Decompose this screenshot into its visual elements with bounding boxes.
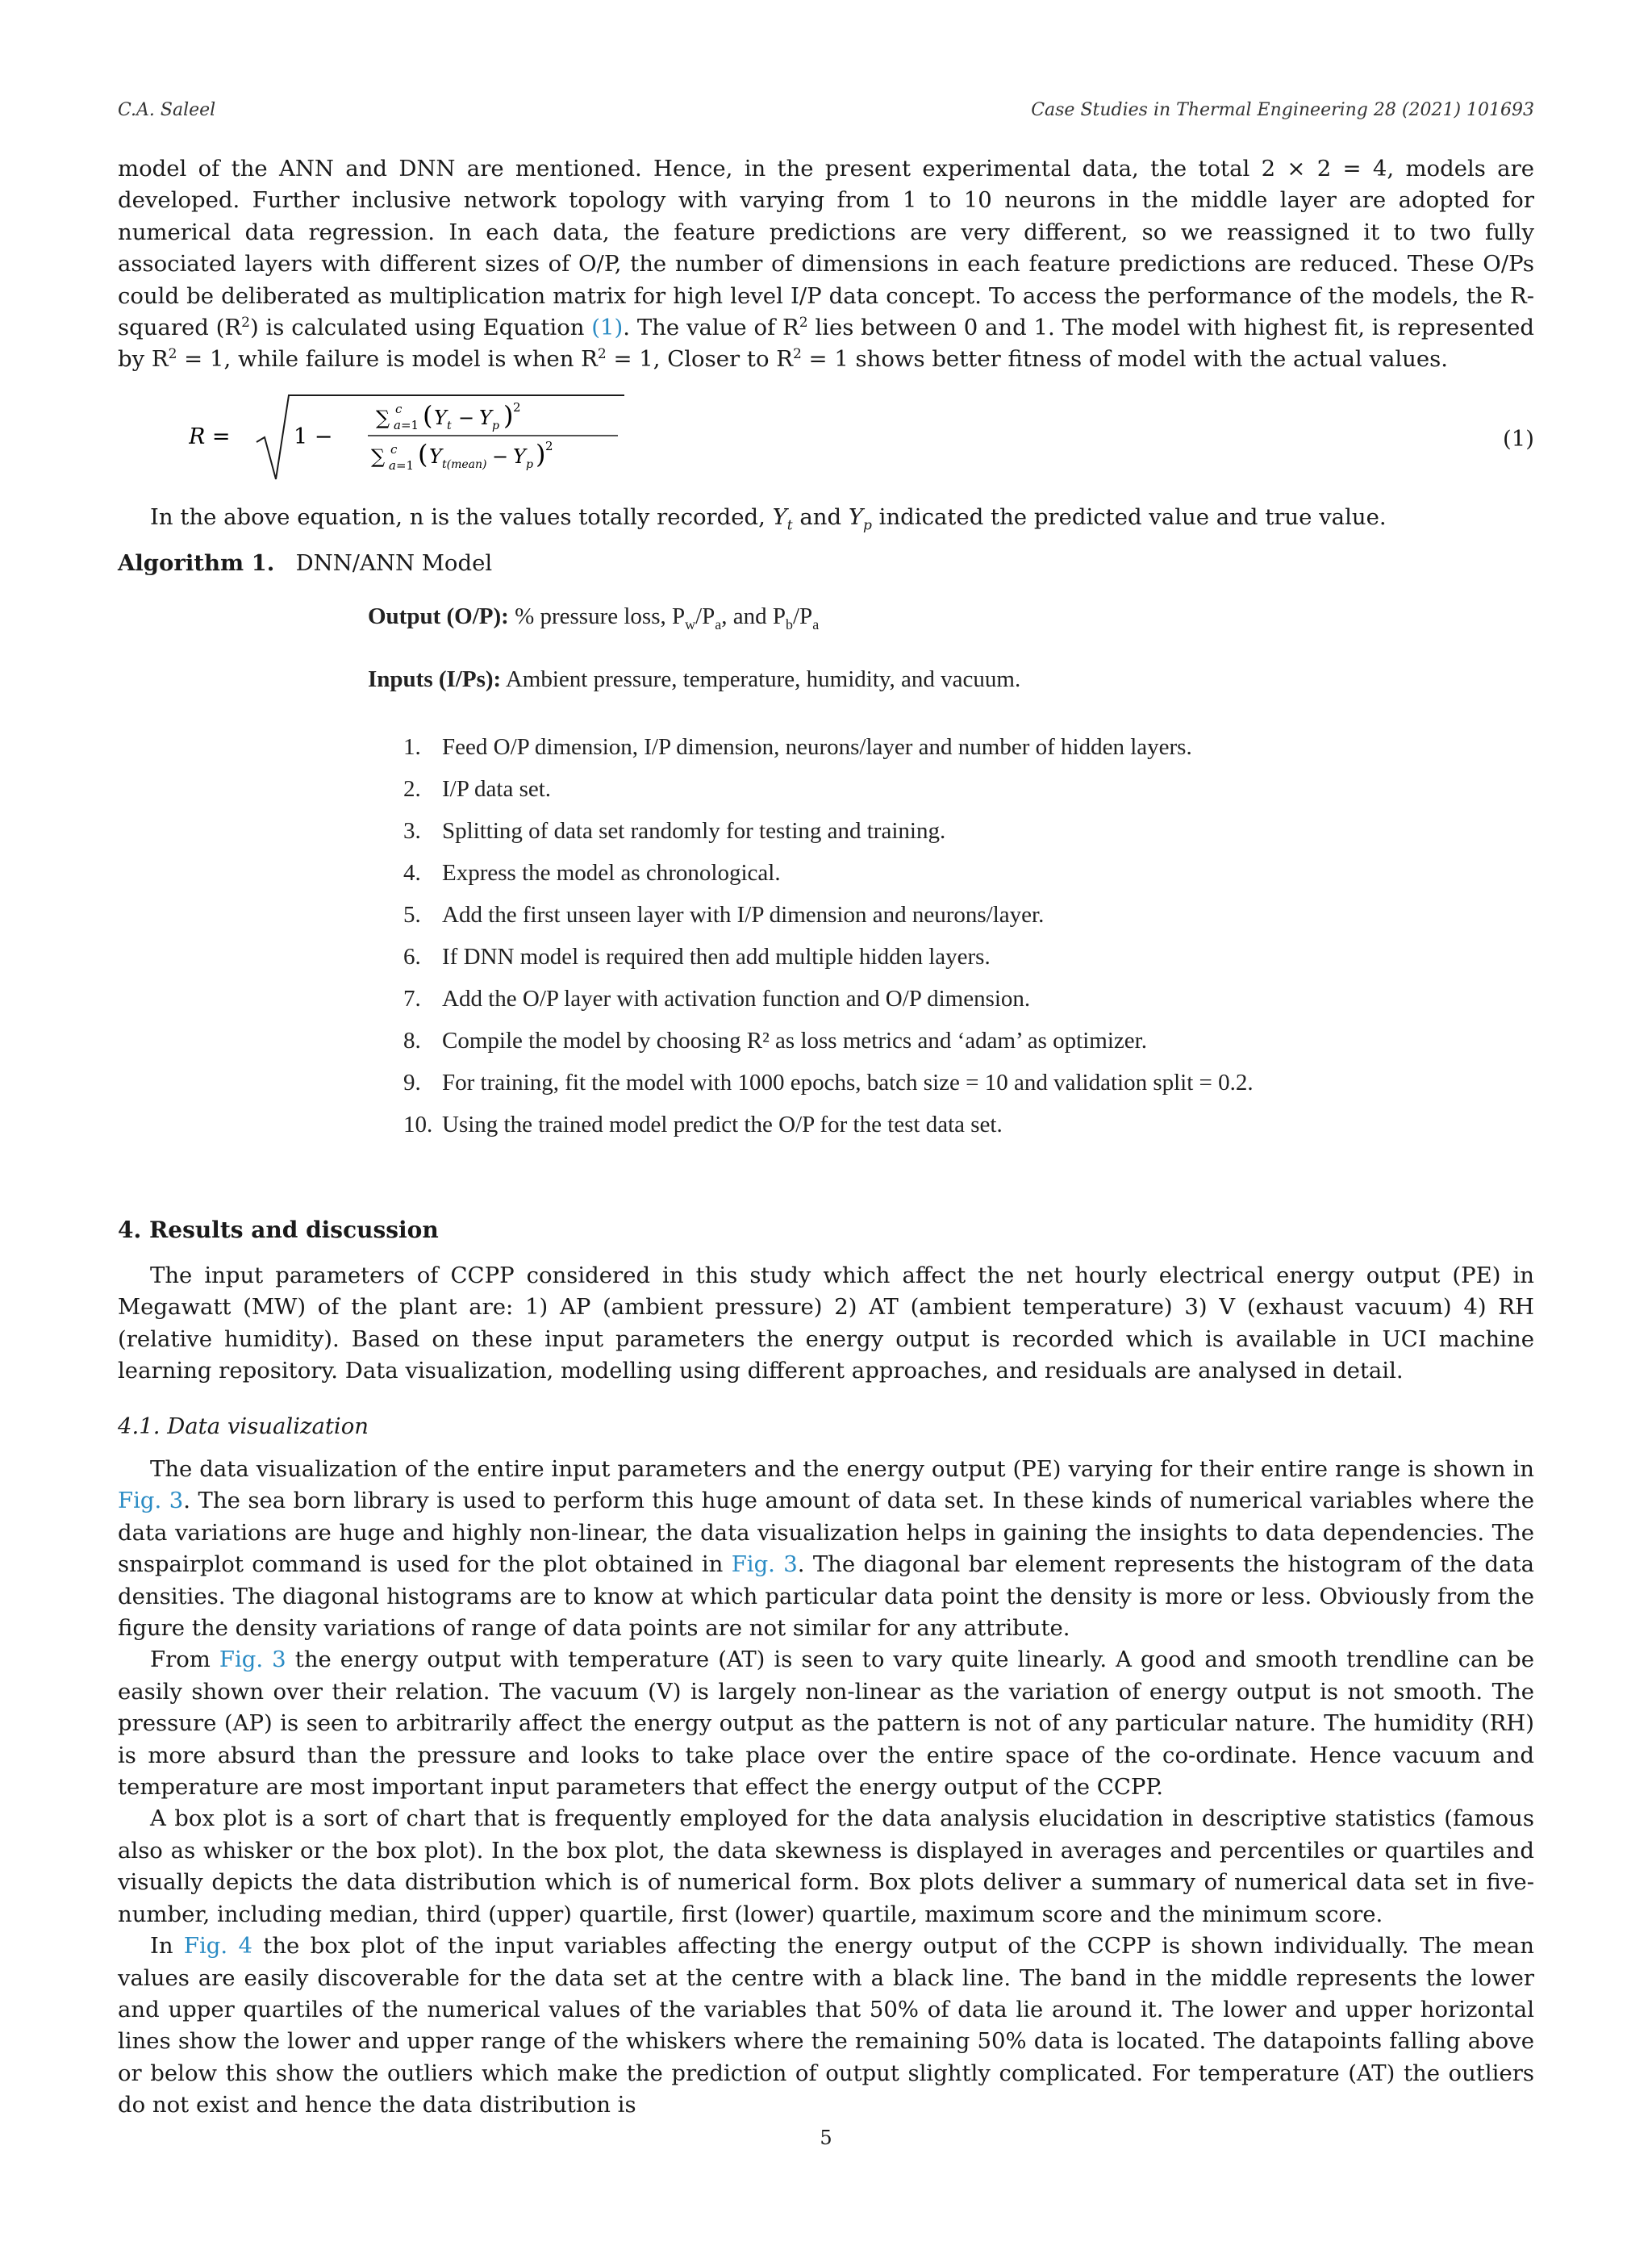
- header-journal: Case Studies in Thermal Engineering 28 (2021) 101693: [1031, 100, 1534, 120]
- algorithm-title: Algorithm 1. DNN/ANN Model: [118, 550, 493, 576]
- fig-3-link[interactable]: Fig. 3: [731, 1551, 798, 1578]
- algorithm-step: 4. Express the model as chronological.: [403, 860, 781, 886]
- svg-text:p: p: [492, 419, 499, 432]
- algorithm-step: 10. Using the trained model predict the O/P for the test data set.: [403, 1112, 1003, 1137]
- svg-text:∑: ∑: [376, 407, 390, 429]
- svg-text:Y: Y: [513, 445, 526, 468]
- svg-text:Y: Y: [479, 407, 492, 429]
- fig-3-link[interactable]: Fig. 3: [219, 1647, 286, 1673]
- section-4-paragraph: The input parameters of CCPP considered in this study which affect the net hourly electrical energy output (PE) in Megawatt (MW) of the plant are: 1) AP (ambient pressure) 2) AT (ambient temperature) 3) V (exhaust vacuum) 4) RH (relative humidity). Based on these input parameters the energy output is recorded which is available in UCI machine learning repository. Data visualization, modelling using different approaches, and residuals are analysed in detail.: [118, 1263, 1534, 1384]
- algorithm-steps: [368, 726, 1336, 1146]
- header-author: C.A. Saleel: [118, 100, 216, 120]
- section-4-1-body: [118, 1454, 1534, 2122]
- fig-4-link[interactable]: Fig. 4: [183, 1933, 252, 1960]
- algorithm-step: 7. Add the O/P layer with activation function and O/P dimension.: [403, 986, 1031, 1012]
- algorithm-step: 2. I/P data set.: [403, 776, 552, 802]
- svg-text:Y: Y: [429, 445, 442, 468]
- algorithm-step: 1. Feed O/P dimension, I/P dimension, neurons/layer and number of hidden layers.: [403, 734, 1192, 760]
- section-4-title: 4. Results and discussion: [118, 1217, 439, 1243]
- eq-lhs: R =: [189, 424, 231, 449]
- equation-explanation: In the above equation, n is the values totally recorded, $Y_t$ and $Y_p$ indicated the predicted value and true value.: [150, 504, 1387, 534]
- algorithm-label: Algorithm 1: [118, 550, 267, 576]
- paragraph: From Fig. 3 the energy output with temperature (AT) is seen to vary quite linearly. A good and smooth trendline can be easily shown over their relation. The vacuum (V) is largely non-linear as the variation of energy output is not smooth. The pressure (AP) is seen to arbitrarily affect the energy output as the pattern is not of any particular nature. The humidity (RH) is more absurd than the pressure and looks to take place over the entire space of the co-ordinate. Hence vacuum and temperature are most important input parameters that effect the energy output of the CCPP.: [118, 1647, 1534, 1801]
- svg-text:c: c: [390, 442, 398, 457]
- algorithm-step: 8. Compile the model by choosing R² as loss metrics and ‘adam’ as optimizer.: [403, 1028, 1147, 1054]
- algorithm-body: [368, 600, 1336, 1146]
- svg-text:∑: ∑: [371, 445, 386, 468]
- svg-text:): ): [536, 439, 546, 470]
- equation-1-formula: [189, 389, 753, 486]
- svg-text:(: (: [423, 400, 433, 431]
- algorithm-name: DNN/ANN Model: [295, 550, 493, 576]
- eq-one-minus: 1 −: [294, 424, 333, 449]
- svg-text:a=1: a=1: [394, 418, 419, 432]
- equation-1: [118, 389, 1534, 486]
- fig-3-link[interactable]: Fig. 3: [118, 1488, 184, 1514]
- svg-text:(: (: [418, 439, 428, 470]
- eq-numerator: [376, 400, 521, 432]
- svg-text:t(mean): t(mean): [442, 458, 487, 471]
- paragraph: The data visualization of the entire input parameters and the energy output (PE) varying for their entire range is shown in Fig. 3. The sea born library is used to perform this huge amount of data set. In these kinds of numerical variables where the data variations are huge and highly non-linear, the data visualization helps in gaining the insights to data dependencies. The snspairplot command is used for the plot obtained in Fig. 3. The diagonal bar element represents the histogram of the data densities. The diagonal histograms are to know at which particular data point the density is more or less. Obviously from the figure the density variations of range of data points are not similar for any attribute.: [118, 1456, 1534, 1642]
- section-4-1-title: 4.1. Data visualization: [118, 1413, 369, 1439]
- algorithm-step: 9. For training, fit the model with 1000 epochs, batch size = 10 and validation split = 0.2.: [403, 1070, 1254, 1096]
- algorithm-step: 5. Add the first unseen layer with I/P dimension and neurons/layer.: [403, 902, 1045, 928]
- svg-text:p: p: [526, 458, 533, 471]
- paragraph: A box plot is a sort of chart that is frequently employed for the data analysis elucidation in descriptive statistics (famous also as whisker or the box plot). In the box plot, the data skewness is displayed in averages and percentiles or quartiles and visually depicts the data distribution which is of numerical form. Box plots deliver a summary of numerical data set in five-number, including median, third (upper) quartile, first (lower) quartile, maximum score and the minimum score.: [118, 1805, 1534, 1927]
- equation-1-link[interactable]: (1): [591, 315, 624, 341]
- svg-text:a=1: a=1: [389, 458, 415, 473]
- running-header: [118, 100, 1534, 126]
- svg-text:c: c: [395, 402, 403, 416]
- algorithm-output: Output (O/P): % pressure loss, $P_w/P_a$, and $P_b/P_a$: [368, 603, 820, 632]
- algorithm-inputs: Inputs (I/Ps): Ambient pressure, temperature, humidity, and vacuum.: [368, 666, 1021, 692]
- page-number: 5: [820, 2127, 832, 2149]
- svg-text:−: −: [492, 445, 509, 468]
- eq-denominator: [371, 439, 553, 473]
- svg-text:2: 2: [545, 439, 553, 453]
- equation-number: (1): [1503, 426, 1534, 452]
- svg-text:t: t: [447, 419, 452, 432]
- algorithm-step: 6. If DNN model is required then add multiple hidden layers.: [403, 944, 991, 970]
- svg-text:Y: Y: [434, 407, 447, 429]
- intro-paragraph: model of the ANN and DNN are mentioned. Hence, in the present experimental data, the total 2 × 2 = 4, models are developed. Further inclusive network topology with varying from 1 to 10 neurons in the middle layer are adopted for numerical data regression. In each data, the feature predictions are very different, so we reassigned it to two fully associated layers with different sizes of O/P, the number of dimensions in each feature predictions are reduced. These O/Ps could be deliberated as multiplication matrix for high level I/P data concept. To access the performance of the models, the R-squared $(R^2)$ is calculated using Equation (1). The value of $R^2$ lies between 0 and 1. The model with highest fit, is represented by $R^2 = 1$, while failure is model is when $R^2 = 1$, Closer to $R^2 = 1$ shows better fitness of model with the actual values.: [118, 156, 1534, 373]
- algorithm-step: 3. Splitting of data set randomly for testing and training.: [403, 818, 946, 844]
- svg-text:2: 2: [513, 400, 521, 415]
- svg-text:): ): [503, 400, 514, 431]
- svg-text:−: −: [458, 407, 475, 429]
- paragraph: In Fig. 4 the box plot of the input variables affecting the energy output of the CCPP is shown individually. The mean values are easily discoverable for the data set at the centre with a black line. The band in the middle represents the lower and upper quartiles of the numerical values of the variables that 50% of data lie around it. The lower and upper horizontal lines show the lower and upper range of the whiskers where the remaining 50% data is located. The datapoints falling above or below this show the outliers which make the prediction of output slightly complicated. For temperature (AT) the outliers do not exist and hence the data distribution is: [118, 1933, 1534, 2118]
